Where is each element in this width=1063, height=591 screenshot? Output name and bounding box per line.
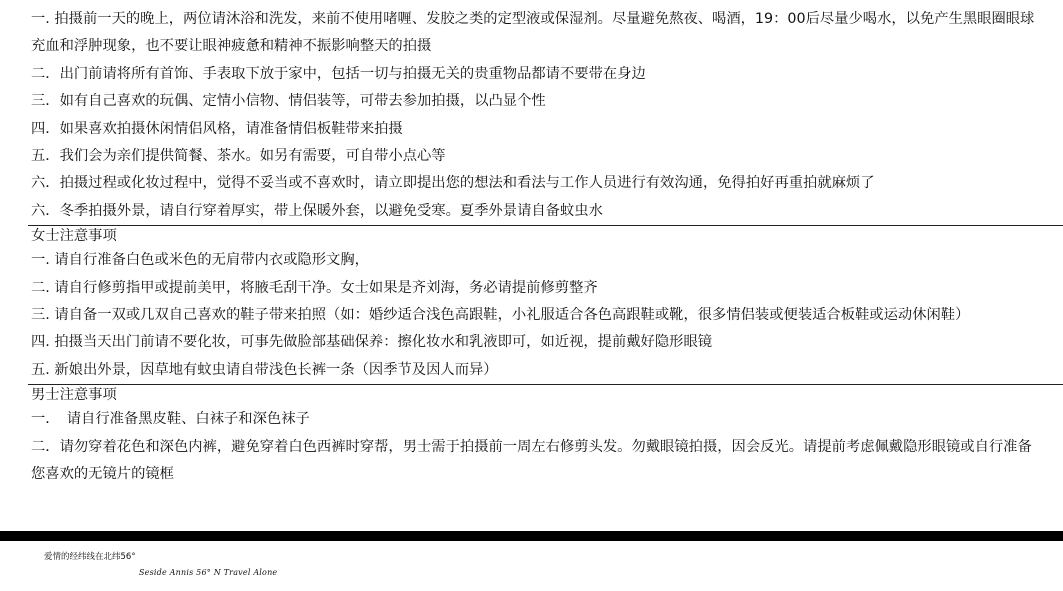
men-note-1: 一． 请自行准备黑皮鞋、白袜子和深色袜子 <box>31 411 310 428</box>
general-note-1: 一. 拍摄前一天的晚上，两位请沐浴和洗发，来前不使用啫喱、发胶之类的定型液或保湿剂。尽量避免熬夜、喝酒，19：00后尽量少喝水，以免产生黑眼圈眼球充血和浮肿现象，也不要让眼神疲惫和精神不振影响整天的拍摄 <box>31 11 1035 55</box>
women-note-5: 五. 新娘出外景，因草地有蚊虫请自带浅色长裤一条（因季节及因人而异） <box>31 361 498 378</box>
women-notes-section <box>28 225 1063 384</box>
men-section-heading: 男士注意事项 <box>31 387 117 404</box>
women-section-heading: 女士注意事项 <box>31 228 117 245</box>
women-note-4: 四. 拍摄当天出门前请不要化妆，可事先做脸部基础保养：擦化妆水和乳液即可，如近视，提前戴好隐形眼镜 <box>31 334 713 351</box>
footer-chinese-tagline: 爱情的经纬线在北纬56° <box>44 552 136 562</box>
general-note-6: 六．拍摄过程或化妆过程中，觉得不妥当或不喜欢时，请立即提出您的想法和看法与工作人员进行有效沟通，免得拍好再重拍就麻烦了 <box>31 175 875 192</box>
general-note-7: 六．冬季拍摄外景，请自行穿着厚实，带上保暖外套，以避免受寒。夏季外景请自备蚊虫水 <box>31 202 603 219</box>
general-note-5: 五．我们会为亲们提供简餐、茶水。如另有需要，可自带小点心等 <box>31 148 446 165</box>
general-note-2: 二．出门前请将所有首饰、手表取下放于家中，包括一切与拍摄无关的贵重物品都请不要带在身边 <box>31 65 646 82</box>
general-note-3: 三．如有自己喜欢的玩偶、定情小信物、情侣装等，可带去参加拍摄，以凸显个性 <box>31 93 546 110</box>
general-notes-section <box>28 0 1063 225</box>
women-note-1: 一. 请自行准备白色或米色的无肩带内衣或隐形文胸， <box>31 252 369 269</box>
footer-divider-bar <box>0 531 1063 541</box>
general-note-4: 四．如果喜欢拍摄休闲情侣风格，请准备情侣板鞋带来拍摄 <box>31 120 403 137</box>
footer-script-tagline: Seside Annis 56° N Travel Alone <box>139 568 278 577</box>
men-notes-section <box>28 384 1063 488</box>
men-note-2: 二．请勿穿着花色和深色内裤，避免穿着白色西裤时穿帮，男士需于拍摄前一周左右修剪头发。勿戴眼镜拍摄，因会反光。请提前考虑佩戴隐形眼镜或自行准备您喜欢的无镜片的镜框 <box>31 438 1032 483</box>
women-note-3: 三. 请自备一双或几双自己喜欢的鞋子带来拍照（如：婚纱适合浅色高跟鞋，小礼服适合各色高跟鞋或靴，很多情侣装或便装适合板鞋或运动休闲鞋） <box>31 307 970 324</box>
women-note-2: 二. 请自行修剪指甲或提前美甲，将腋毛刮干净。女士如果是齐刘海，务必请提前修剪整齐 <box>31 279 598 296</box>
